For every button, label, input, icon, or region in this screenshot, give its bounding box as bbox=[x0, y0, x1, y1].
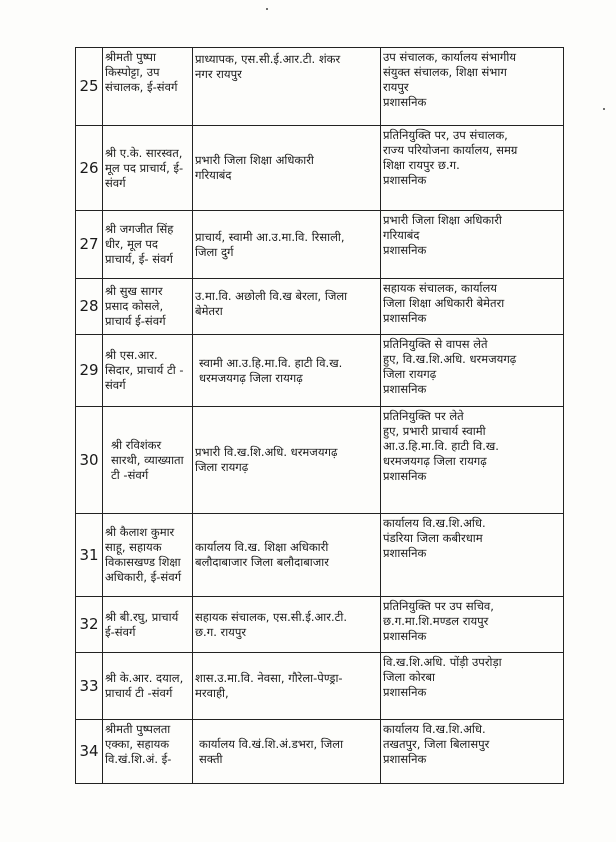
serial-number: 32 bbox=[76, 597, 103, 653]
transfer-category: प्रशासनिक bbox=[383, 311, 427, 325]
new-post-cell bbox=[381, 126, 564, 211]
current-post-cell bbox=[193, 653, 381, 720]
current-post-cell bbox=[193, 279, 381, 335]
new-post-cell bbox=[381, 597, 564, 653]
table-row bbox=[76, 279, 564, 335]
employee-name-line: श्री रविशंकर bbox=[111, 437, 162, 452]
employee-name-cell bbox=[103, 126, 193, 211]
current-post-line: सहायक संचालक, एस.सी.ई.आर.टी. bbox=[195, 609, 348, 624]
current-post-cell bbox=[193, 597, 381, 653]
employee-name-line: श्री बी.रघु, प्राचार्य bbox=[105, 609, 179, 624]
serial-number: 28 bbox=[76, 279, 103, 335]
employee-name-line: श्री सुख सागर bbox=[105, 284, 163, 298]
serial-number: 26 bbox=[76, 126, 103, 211]
new-post-line: वि.ख.शि.अधि. पोंड़ी उपरोड़ा bbox=[383, 655, 502, 669]
current-post-cell bbox=[193, 407, 381, 514]
serial-number: 31 bbox=[76, 514, 103, 597]
new-post-cell bbox=[381, 653, 564, 720]
current-post-cell bbox=[193, 335, 381, 407]
current-post-line: नगर रायपुर bbox=[195, 67, 242, 81]
transfer-category: प्रशासनिक bbox=[383, 173, 427, 187]
new-post-line: कार्यालय वि.ख.शि.अधि. bbox=[383, 516, 486, 530]
new-post-line: प्रभारी जिला शिक्षा अधिकारी bbox=[383, 213, 502, 227]
new-post-cell bbox=[381, 514, 564, 597]
new-post-line: रायपुर bbox=[383, 80, 409, 94]
current-post-line: प्राचार्य, स्वामी आ.उ.मा.वि. रिसाली, bbox=[195, 229, 345, 244]
employee-name-line: श्री कैलाश कुमार bbox=[105, 525, 175, 539]
current-post-line: गरियाबंद bbox=[195, 168, 232, 182]
new-post-cell bbox=[381, 407, 564, 514]
current-post-cell bbox=[193, 514, 381, 597]
current-post-line: धरमजयगढ़ जिला रायगढ़ bbox=[199, 370, 303, 385]
current-post-line: बेमेतरा bbox=[195, 304, 223, 318]
table-row bbox=[76, 720, 564, 784]
new-post-line: प्रतिनियुक्ति पर लेते bbox=[383, 409, 464, 423]
serial-number: 27 bbox=[76, 211, 103, 279]
employee-name-line: प्राचार्य ई-संवर्ग bbox=[105, 314, 166, 328]
new-post-line: प्रतिनियुक्ति पर, उप संचालक, bbox=[383, 128, 508, 142]
table-row bbox=[76, 407, 564, 514]
new-post-line: जिला शिक्षा अधिकारी बेमेतरा bbox=[383, 296, 505, 310]
serial-number: 33 bbox=[76, 653, 103, 720]
employee-name-line: प्रसाद कोसले, bbox=[105, 299, 164, 313]
serial-number: 25 bbox=[76, 48, 103, 126]
employee-name-cell bbox=[103, 335, 193, 407]
transfer-category: प्रशासनिक bbox=[383, 95, 427, 109]
employee-name-line: संचालक, ई-संवर्ग bbox=[105, 80, 178, 94]
employee-name-line: संवर्ग bbox=[105, 378, 126, 392]
employee-name-cell bbox=[103, 720, 193, 784]
table-row bbox=[76, 211, 564, 279]
current-post-line: मरवाही, bbox=[195, 686, 229, 700]
new-post-line: प्रतिनियुक्ति से वापस लेते bbox=[383, 337, 488, 351]
new-post-line: प्रतिनियुक्ति पर उप सचिव, bbox=[383, 599, 494, 613]
new-post-line: जिला कोरबा bbox=[383, 670, 436, 684]
employee-name-line: श्री के.आर. दयाल, bbox=[105, 671, 184, 685]
current-post-line: प्राध्यापक, एस.सी.ई.आर.टी. शंकर bbox=[195, 52, 341, 66]
serial-number: 29 bbox=[76, 335, 103, 407]
employee-name-line: सारथी, व्याख्याता bbox=[111, 452, 184, 467]
employee-name-line: श्री जगजीत सिंह bbox=[105, 222, 174, 236]
current-post-line: जिला दुर्ग bbox=[195, 244, 234, 259]
employee-name-line: श्रीमती पुष्पा bbox=[105, 50, 156, 64]
new-post-line: राज्य परियोजना कार्यालय, समग्र bbox=[383, 143, 518, 157]
transfer-category: प्रशासनिक bbox=[383, 546, 427, 560]
new-post-line: हुए, वि.ख.शि.अधि. धरमजयगढ़ bbox=[383, 352, 517, 366]
transfer-category: प्रशासनिक bbox=[383, 243, 427, 257]
employee-name-line: टी -संवर्ग bbox=[111, 467, 149, 482]
new-post-cell bbox=[381, 335, 564, 407]
new-post-line: पंडरिया जिला कबीरधाम bbox=[383, 531, 483, 545]
employee-name-cell bbox=[103, 48, 193, 126]
employee-name-line: श्री ए.के. सारस्वत, bbox=[105, 145, 183, 160]
employee-name-cell bbox=[103, 279, 193, 335]
current-post-line: कार्यालय वि.ख. शिक्षा अधिकारी bbox=[195, 540, 329, 554]
employee-name-cell bbox=[103, 514, 193, 597]
current-post-line: स्वामी आ.उ.हि.मा.वि. हाटी वि.ख. bbox=[199, 355, 343, 370]
current-post-line: शास.उ.मा.वि. नेवसा, गौरेला-पेण्ड्रा- bbox=[195, 671, 343, 685]
employee-name-cell bbox=[103, 653, 193, 720]
employee-name-line: अधिकारी, ई-संवर्ग bbox=[105, 570, 182, 584]
employee-name-line: वि.खं.शि.अं. ई- bbox=[105, 752, 172, 766]
employee-name-line: संवर्ग bbox=[105, 175, 126, 190]
current-post-line: प्रभारी जिला शिक्षा अधिकारी bbox=[195, 153, 314, 167]
transfer-category: प्रशासनिक bbox=[383, 685, 427, 699]
table-body bbox=[76, 48, 564, 784]
employee-name-line: साहू, सहायक bbox=[105, 540, 162, 554]
new-post-line: जिला रायगढ़ bbox=[383, 367, 437, 381]
employee-name-line: सिदार, प्राचार्य टी - bbox=[105, 363, 184, 377]
table-row bbox=[76, 48, 564, 126]
serial-number: 34 bbox=[76, 720, 103, 784]
new-post-line: सहायक संचालक, कार्यालय bbox=[383, 281, 497, 295]
current-post-cell bbox=[193, 48, 381, 126]
table-row bbox=[76, 653, 564, 720]
new-post-line: छ.ग.मा.शि.मण्डल रायपुर bbox=[383, 614, 489, 628]
new-post-cell bbox=[381, 279, 564, 335]
table-row bbox=[76, 597, 564, 653]
transfer-category: प्रशासनिक bbox=[383, 469, 427, 483]
employee-name-line: धीर, मूल पद bbox=[105, 237, 159, 251]
new-post-cell bbox=[381, 720, 564, 784]
new-post-cell bbox=[381, 211, 564, 279]
employee-name-line: किस्पोट्टा, उप bbox=[105, 65, 160, 79]
table-row bbox=[76, 126, 564, 211]
employee-name-line: प्राचार्य टी -संवर्ग bbox=[105, 686, 173, 700]
new-post-line: हुए, प्रभारी प्राचार्य स्वामी bbox=[383, 424, 486, 438]
current-post-line: जिला रायगढ़ bbox=[195, 460, 249, 474]
table-row bbox=[76, 335, 564, 407]
transfer-category: प्रशासनिक bbox=[383, 382, 427, 396]
current-post-line: कार्यालय वि.खं.शि.अं.डभरा, जिला bbox=[199, 736, 344, 751]
current-post-cell bbox=[193, 211, 381, 279]
current-post-line: सक्ती bbox=[199, 751, 223, 766]
employee-name-line: प्राचार्य, ई- संवर्ग bbox=[105, 252, 173, 266]
scan-speck bbox=[603, 108, 605, 110]
new-post-line: तखतपुर, जिला बिलासपुर bbox=[383, 737, 490, 751]
new-post-line: संयुक्त संचालक, शिक्षा संभाग bbox=[383, 65, 507, 79]
new-post-line: गरियाबंद bbox=[383, 228, 420, 242]
employee-name-cell bbox=[103, 211, 193, 279]
employee-name-cell bbox=[103, 597, 193, 653]
new-post-cell bbox=[381, 48, 564, 126]
new-post-line: उप संचालक, कार्यालय संभागीय bbox=[383, 50, 517, 64]
current-post-line: प्रभारी वि.ख.शि.अधि. धरमजयगढ़ bbox=[195, 445, 338, 459]
employee-name-line: ई-संवर्ग bbox=[105, 624, 136, 639]
new-post-line: कार्यालय वि.ख.शि.अधि. bbox=[383, 722, 486, 736]
serial-number: 30 bbox=[76, 407, 103, 514]
current-post-line: बलौदाबाजार जिला बलौदाबाजार bbox=[195, 555, 329, 569]
employee-name-line: श्री एस.आर. bbox=[105, 348, 158, 362]
new-post-line: आ.उ.हि.मा.वि. हाटी वि.ख. bbox=[383, 439, 499, 453]
current-post-cell bbox=[193, 720, 381, 784]
transfer-category: प्रशासनिक bbox=[383, 629, 427, 643]
employee-name-cell bbox=[103, 407, 193, 514]
transfer-category: प्रशासनिक bbox=[383, 752, 427, 766]
current-post-cell bbox=[193, 126, 381, 211]
new-post-line: शिक्षा रायपुर छ.ग. bbox=[383, 158, 460, 172]
employee-name-line: विकासखण्ड शिक्षा bbox=[105, 555, 181, 569]
transfer-order-table bbox=[75, 47, 564, 784]
employee-name-line: मूल पद प्राचार्य, ई- bbox=[105, 160, 184, 175]
employee-name-line: एक्का, सहायक bbox=[105, 737, 170, 751]
table-row bbox=[76, 514, 564, 597]
scan-speck bbox=[266, 8, 268, 10]
current-post-line: छ.ग. रायपुर bbox=[195, 624, 247, 639]
employee-name-line: श्रीमती पुष्पलता bbox=[105, 722, 171, 736]
new-post-line: धरमजयगढ़ जिला रायगढ़ bbox=[383, 454, 487, 468]
current-post-line: उ.मा.वि. अछोली वि.ख बेरला, जिला bbox=[195, 289, 348, 303]
